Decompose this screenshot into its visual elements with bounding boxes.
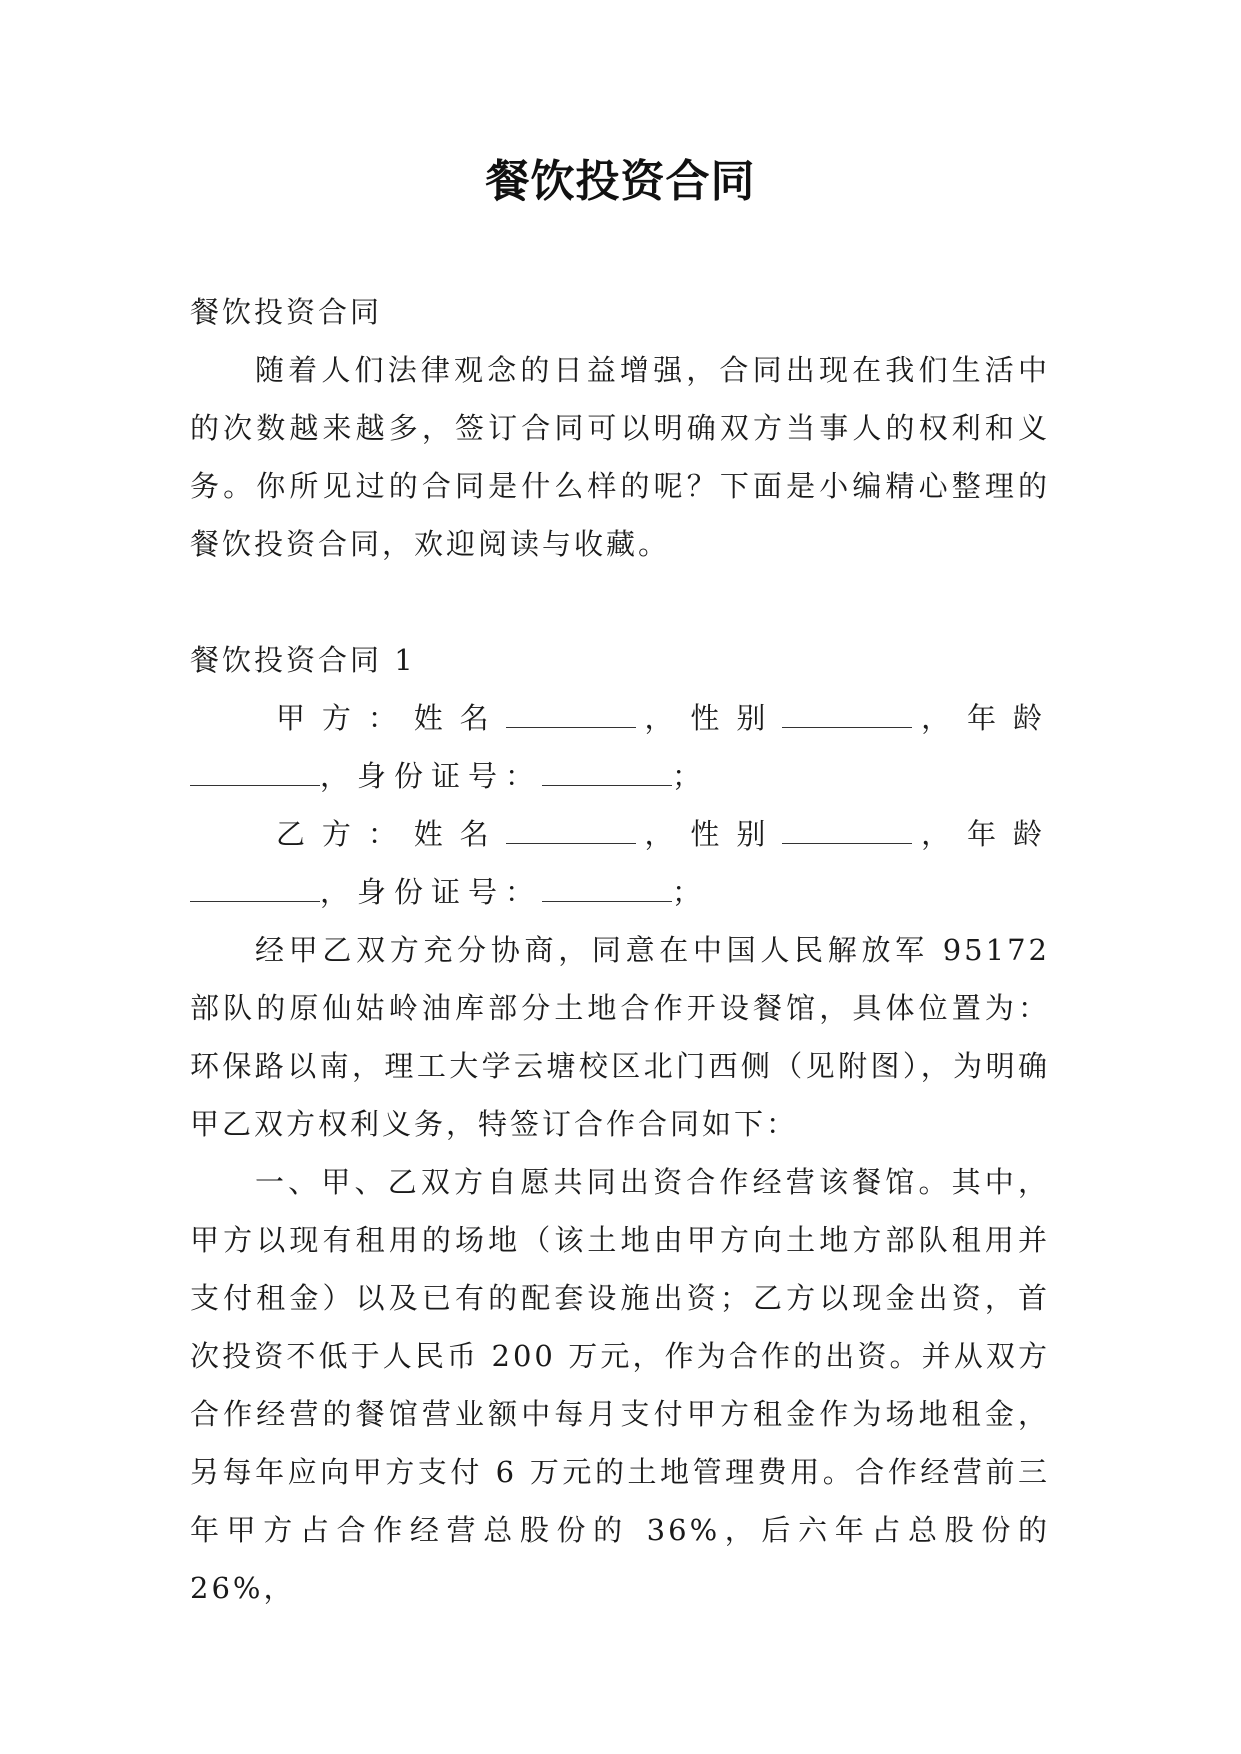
intro-paragraph: 随着人们法律观念的日益增强，合同出现在我们生活中的次数越来越多，签订合同可以明确双方当事人的权利和义务。你所见过的合同是什么样的呢？下面是小编精心整理的餐饮投资合同，欢迎阅读与收藏。 xyxy=(190,353,1050,561)
document-body xyxy=(190,283,1050,1617)
party-b-name-blank[interactable] xyxy=(506,842,636,844)
party-b-id-label: ，身份证号： xyxy=(320,875,543,909)
party-b-gender-blank[interactable] xyxy=(782,842,912,844)
agreement-paragraph: 经甲乙双方充分协商，同意在中国人民解放军 95172 部队的原仙姑岭油库部分土地合作开设餐馆，具体位置为：环保路以南，理工大学云塘校区北门西侧（见附图），为明确甲乙双方权利义务，特签订合作合同如下： xyxy=(190,933,1050,1141)
party-b-name-label: 乙方：姓名 xyxy=(276,817,506,851)
clause-1-paragraph: 一、甲、乙双方自愿共同出资合作经营该餐馆。其中，甲方以现有租用的场地（该土地由甲方向土地方部队租用并支付租金）以及已有的配套设施出资；乙方以现金出资，首次投资不低于人民币 200 万元，作为合作的出资。并从双方合作经营的餐馆营业额中每月支付甲方租金作为场地租金，另每年应向甲方支付 6 万元的土地管理费用。合作经营前三年甲方占合作经营总股份的 36%，后六年占总股份的 26%， xyxy=(190,1165,1050,1605)
party-a-end: ； xyxy=(672,759,710,793)
party-b-age-blank[interactable] xyxy=(190,900,320,902)
party-a-line xyxy=(190,689,1050,805)
document-title: 餐饮投资合同 xyxy=(485,156,756,207)
section-heading: 餐饮投资合同 1 xyxy=(190,643,416,677)
party-a-gender-label: ，性别 xyxy=(635,701,783,735)
subtitle: 餐饮投资合同 xyxy=(190,295,383,329)
party-b-gender-label: ，性别 xyxy=(635,817,783,851)
party-a-id-label: ，身份证号： xyxy=(320,759,543,793)
party-b-end: ； xyxy=(672,875,710,909)
party-a-name-label: 甲方：姓名 xyxy=(276,701,506,735)
party-b-id-blank[interactable] xyxy=(542,900,672,902)
party-b-line xyxy=(190,805,1050,921)
party-a-gender-blank[interactable] xyxy=(782,726,912,728)
party-a-name-blank[interactable] xyxy=(506,726,636,728)
spacer xyxy=(190,573,1050,631)
party-b-age-label: ，年龄 xyxy=(912,817,1050,851)
party-a-id-blank[interactable] xyxy=(542,784,672,786)
party-a-age-label: ，年龄 xyxy=(912,701,1050,735)
party-a-age-blank[interactable] xyxy=(190,784,320,786)
